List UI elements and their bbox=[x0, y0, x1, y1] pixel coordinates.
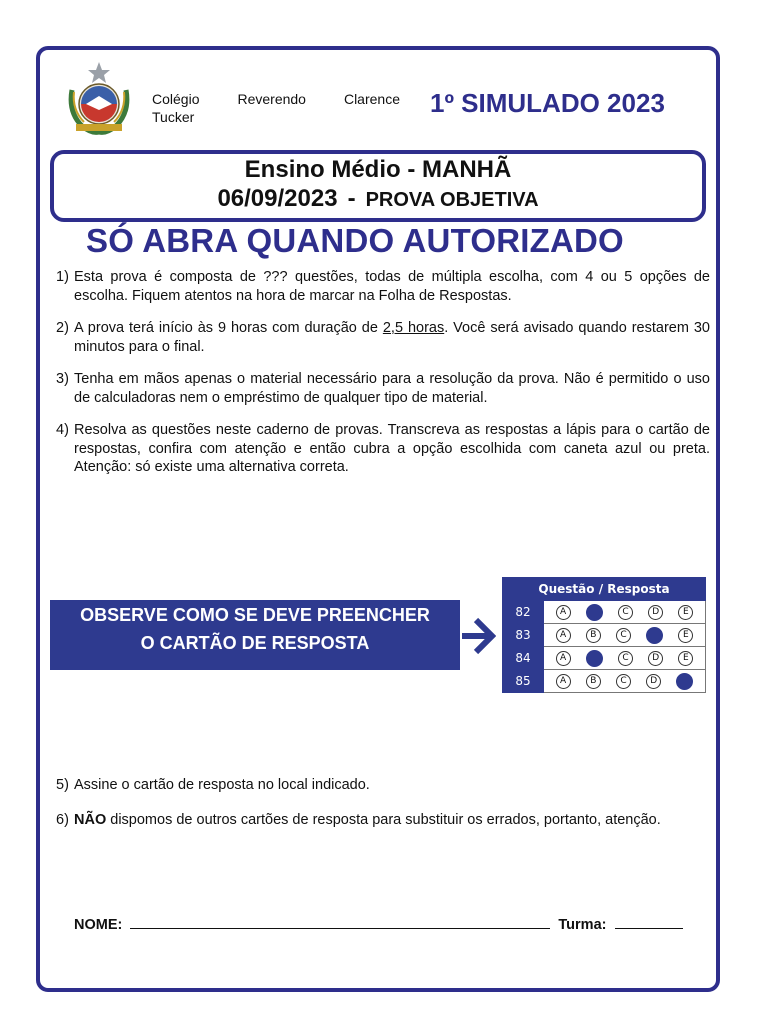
answer-card-example bbox=[502, 577, 706, 693]
name-line[interactable] bbox=[130, 916, 550, 929]
option-bubble[interactable]: C bbox=[616, 674, 631, 689]
instruction-text bbox=[74, 319, 710, 356]
answer-table-header: Questão / Resposta bbox=[503, 578, 706, 601]
answer-row bbox=[503, 624, 706, 647]
shift-label: Ensino Médio - MANHÃ bbox=[244, 156, 512, 183]
class-label: Turma: bbox=[558, 917, 607, 933]
option-bubble[interactable]: E bbox=[678, 605, 693, 620]
filled-bubble[interactable] bbox=[586, 650, 603, 667]
instruction-text-part: dispomos de outros cartões de resposta para substituir os errados, portanto, atenção. bbox=[106, 811, 661, 828]
option-bubble[interactable]: E bbox=[678, 628, 693, 643]
instruction-text: Assine o cartão de resposta no local indicado. bbox=[74, 777, 370, 793]
instruction-item bbox=[56, 370, 710, 407]
instructions-list-2 bbox=[56, 776, 710, 845]
signature-footer bbox=[74, 916, 683, 933]
banner-line: OBSERVE COMO SE DEVE PREENCHER bbox=[80, 605, 430, 625]
option-bubble[interactable]: D bbox=[648, 605, 663, 620]
option-bubble[interactable]: C bbox=[618, 651, 633, 666]
school-word: Colégio bbox=[152, 91, 200, 107]
instruction-number: 2) bbox=[56, 320, 69, 336]
question-number: 84 bbox=[503, 647, 544, 670]
instruction-text bbox=[74, 811, 710, 830]
instruction-number: 4) bbox=[56, 422, 69, 438]
instruction-item bbox=[56, 268, 710, 305]
instruction-text: Resolva as questões neste caderno de provas. Transcreva as respostas a lápis para o cartão de respostas, confira com atenção e então cubra a opção escolhida com caneta azul ou preta. Atenção: só existe uma alternativa correta. bbox=[74, 422, 710, 475]
option-bubble[interactable]: C bbox=[618, 605, 633, 620]
date-separator: - bbox=[347, 185, 356, 212]
instruction-bold: NÃO bbox=[74, 811, 107, 828]
option-bubble[interactable]: B bbox=[586, 628, 601, 643]
banner-line: O CARTÃO DE RESPOSTA bbox=[140, 633, 370, 653]
answer-row bbox=[503, 601, 706, 624]
instruction-text-part: . Você será avisado quando restarem 30 minutos para o final. bbox=[74, 320, 710, 355]
answer-row bbox=[503, 670, 706, 693]
title-box bbox=[50, 150, 706, 222]
exam-title: 1º SIMULADO 2023 bbox=[430, 88, 665, 118]
instruction-text: Esta prova é composta de ??? questões, todas de múltipla escolha, com 4 ou 5 opções de escolha. Fiquem atentos na hora de marcar na Folha de Respostas. bbox=[74, 269, 710, 304]
filled-bubble[interactable] bbox=[676, 673, 693, 690]
instruction-text: Tenha em mãos apenas o material necessário para a resolução da prova. Não é permitido o uso de calculadoras nem o empréstimo de qualquer tipo de material. bbox=[74, 371, 710, 406]
instruction-number: 5) bbox=[56, 777, 69, 793]
option-bubble[interactable]: C bbox=[616, 628, 631, 643]
answer-row bbox=[503, 647, 706, 670]
instruction-text-part: A prova terá início às 9 horas com duração de bbox=[74, 320, 383, 336]
instruction-number: 3) bbox=[56, 371, 69, 387]
instruction-item bbox=[56, 776, 710, 795]
school-word: Clarence bbox=[343, 91, 400, 107]
warning-heading: SÓ ABRA QUANDO AUTORIZADO bbox=[86, 222, 624, 259]
school-crest-icon bbox=[64, 60, 134, 136]
option-bubble[interactable]: A bbox=[556, 605, 571, 620]
instructions-list bbox=[56, 268, 710, 491]
exam-type: PROVA OBJETIVA bbox=[365, 189, 539, 211]
question-number: 85 bbox=[503, 670, 544, 693]
fill-instruction-banner bbox=[50, 600, 460, 670]
question-number: 82 bbox=[503, 601, 544, 624]
option-bubble[interactable]: A bbox=[556, 651, 571, 666]
name-label: NOME: bbox=[74, 917, 123, 933]
option-bubble[interactable]: A bbox=[556, 674, 571, 689]
instruction-number: 6) bbox=[56, 811, 69, 828]
instruction-item bbox=[56, 319, 710, 356]
school-name bbox=[152, 90, 400, 126]
question-number: 83 bbox=[503, 624, 544, 647]
instruction-item bbox=[56, 421, 710, 477]
school-word: Reverendo bbox=[237, 91, 306, 107]
option-bubble[interactable]: B bbox=[586, 674, 601, 689]
duration-underlined: 2,5 horas bbox=[382, 320, 445, 336]
arrow-right-icon bbox=[460, 614, 496, 658]
instruction-item bbox=[56, 811, 710, 830]
school-word: Tucker bbox=[152, 109, 195, 125]
option-bubble[interactable]: D bbox=[648, 651, 663, 666]
option-bubble[interactable]: E bbox=[678, 651, 693, 666]
filled-bubble[interactable] bbox=[646, 627, 663, 644]
date-line bbox=[54, 184, 702, 215]
exam-date: 06/09/2023 bbox=[217, 185, 338, 212]
instruction-number: 1) bbox=[56, 269, 69, 285]
option-bubble[interactable]: A bbox=[556, 628, 571, 643]
option-bubble[interactable]: D bbox=[646, 674, 661, 689]
filled-bubble[interactable] bbox=[586, 604, 603, 621]
class-line[interactable] bbox=[615, 916, 683, 929]
